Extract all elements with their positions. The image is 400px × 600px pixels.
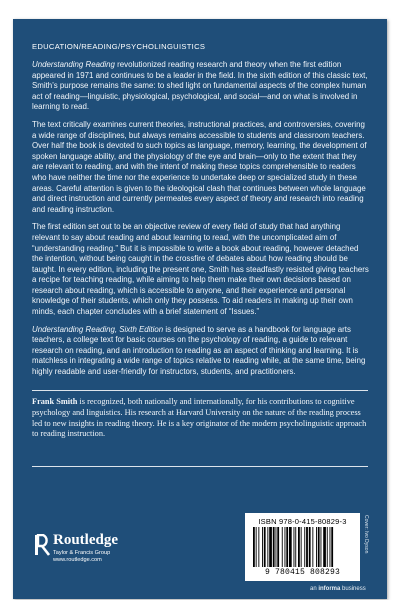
- cover-credit: Cover: Ivo Dyson: [363, 515, 369, 554]
- category-heading: EDUCATION/READING/PSYCHOLINGUISTICS: [32, 42, 206, 51]
- back-cover: [13, 19, 387, 599]
- parent-company-name: informa: [318, 586, 341, 592]
- routledge-logo-icon: [34, 534, 50, 556]
- description-paragraph: [32, 120, 370, 215]
- paragraph-text: The first edition set out to be an objective review of every field of study that had anything relevant to say about reading and about learning to read, with the uncomplicated aim of “understanding reading.” But it is impossible to write a book about reading, however detached the intention, without being caught in the crossfire of debates about how reading should be taught. In every edition, including the present one, Smith has steadfastly resisted giving teachers a recipe for teaching reading, while aiming to help them make their own decisions based on research about reading, which is accessible to anyone, and their experience and personal knowledge of their students, which only they possess. To aid readers in making up their own minds, each chapter concludes with a brief statement of “Issues.”: [32, 222, 369, 317]
- book-title-emphasis: Understanding Reading, Sixth Edition: [32, 324, 164, 334]
- barcode-icon: [253, 527, 353, 567]
- divider: [32, 466, 368, 467]
- description-paragraph: [32, 222, 370, 317]
- paragraph-text: The text critically examines current theories, instructional practices, and controversies, covering a wide range of disciplines, but always remains accessible to students and classroom teachers. Over half the book is devoted to such topics as language, memory, learning, the development of spoken language ability, and the physiology of the eye and brain—only to the extent that they are relevant to reading, and with the intent of making these topics comprehensible to readers who have neither the time nor the experience to undertake deep or specialized study in these areas. Careful attention is given to the ideological clash that continues between whole language and direct instruction and currently permeates every aspect of theory and research into reading and reading instruction.: [32, 119, 367, 214]
- description-paragraph: [32, 325, 370, 378]
- book-title-emphasis: Understanding Reading: [32, 60, 115, 69]
- publisher-url: www.routledge.com: [53, 557, 102, 563]
- author-bio: [32, 397, 370, 440]
- paragraph-text: is designed to serve as a handbook for language arts teachers, a college text for basic courses on the psychology of reading, a guide to relevant research on reading, and an introduction to reading as an aspect of thinking and learning. It is matchless in integrating a wide range of topics relative to reading while, at the same time, being highly readable and user-friendly for instructors, students, and practitioners.: [32, 324, 366, 377]
- author-bio-text: is recognized, both nationally and internationally, for his contributions to cognitive psychology and linguistics. His research at Harvard University on the nature of the reading process led to new insights in reading theory. He is a key originator of the modern psycholinguistic approach to reading instruction.: [32, 397, 367, 439]
- description-text: [32, 60, 370, 385]
- parent-company-prefix: an: [310, 586, 319, 592]
- isbn-label: ISBN 978-0-415-80829-3: [258, 517, 347, 526]
- description-paragraph: [32, 60, 370, 113]
- barcode-panel: [245, 513, 360, 581]
- publisher-block: [34, 533, 164, 573]
- publisher-group: Taylor & Francis Group: [53, 550, 111, 556]
- divider: [32, 390, 368, 391]
- publisher-name: Routledge: [53, 532, 118, 548]
- paragraph-text: revolutionized reading research and theory when the first edition appeared in 1971 and continues to be a leader in the field. In the sixth edition of this classic text, Smith’s purpose remains the same: to shed light on fundamental aspects of the complex human act of reading—linguistic, physiological, psychological, and social—and on what is involved in learning to read.: [32, 60, 368, 112]
- parent-company: [310, 586, 366, 592]
- barcode-digits: 9 780415 808293: [264, 568, 340, 577]
- author-name: Frank Smith: [32, 397, 78, 406]
- parent-company-suffix: business: [340, 586, 366, 592]
